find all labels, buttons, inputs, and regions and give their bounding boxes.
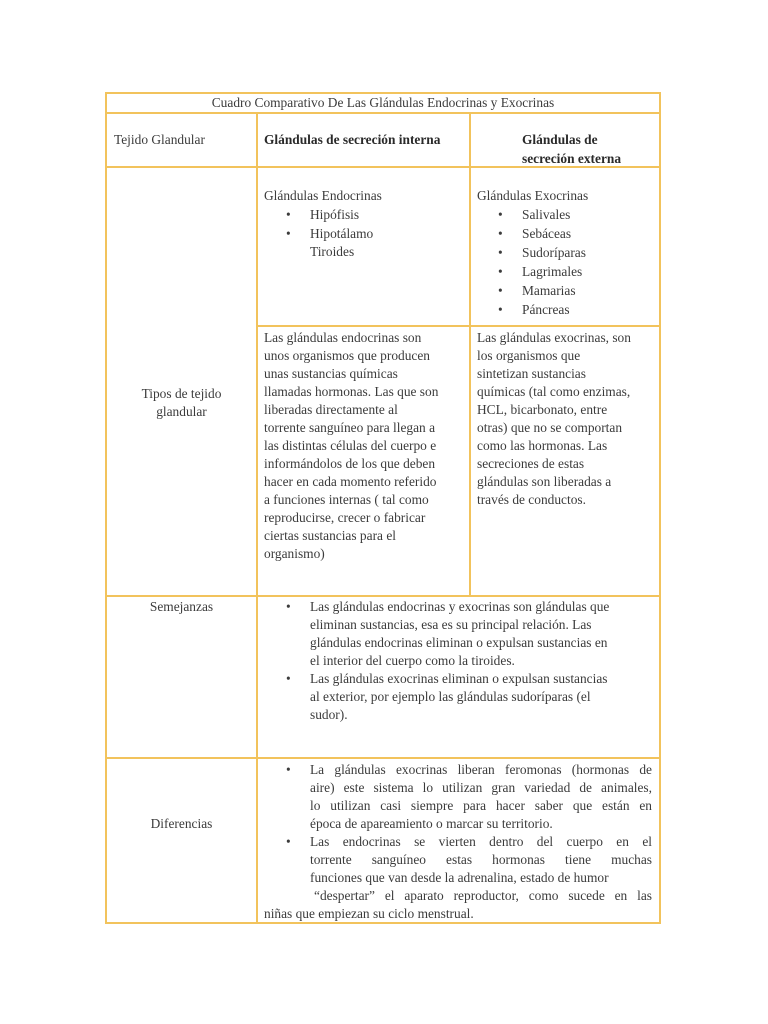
table-title: Cuadro Comparativo De Las Glándulas Endocrinas y Exocrinas bbox=[211, 95, 555, 110]
endocrinas-title: Glándulas Endocrinas bbox=[264, 188, 382, 203]
list-item: • Mamarias bbox=[498, 283, 576, 298]
list-item: • Sudoríparas bbox=[498, 245, 586, 260]
semejanzas-label: Semejanzas bbox=[149, 599, 214, 614]
header-secrecion-externa-line1: Glándulas de bbox=[522, 132, 598, 147]
list-item: • La glándulas exocrinas liberan feromonas (hormonas de aire) este sistema lo utilizan gran variedad de animales, lo utilizan casi siempre para hacer saber que están en época de apareamiento o marcar su territorio. bbox=[286, 762, 652, 831]
header-secrecion-interna: Glándulas de secreción interna bbox=[264, 132, 441, 147]
endocrinas-list-block bbox=[264, 187, 382, 261]
header-tejido-glandular: Tejido Glandular bbox=[114, 132, 205, 147]
list-item: • Páncreas bbox=[498, 302, 570, 317]
list-item: • Sebáceas bbox=[498, 226, 572, 241]
exocrinas-list bbox=[498, 206, 588, 319]
diferencias-bullets bbox=[264, 761, 652, 923]
list-item: • Las endocrinas se vierten dentro del cuerpo en el torrente sanguíneo estas hormonas tiene muchas funciones que van desde la adrenalina, estado de humor bbox=[286, 834, 652, 885]
diferencias-label: Diferencias bbox=[150, 816, 213, 831]
list-item: • Hipófisis bbox=[286, 207, 360, 222]
list-item: • Lagrimales bbox=[498, 264, 583, 279]
exocrinas-description: Las glándulas exocrinas, son los organismos que sintetizan sustancias químicas (tal como enzimas, HCL, bicarbonato, entre otras) que no se comportan como las hormonas. Las secreciones de estas glándulas son liberadas a través de conductos. bbox=[477, 330, 631, 507]
exocrinas-list-block bbox=[477, 187, 588, 319]
exocrinas-title: Glándulas Exocrinas bbox=[477, 188, 589, 203]
list-item: • Hipotálamo bbox=[286, 226, 374, 241]
list-item: • Salivales bbox=[498, 207, 571, 222]
endocrinas-description: Las glándulas endocrinas son unos organismos que producen unas sustancias químicas llamadas hormonas. Las que son liberadas directamente al torrente sanguíneo para llegan a las distintas células del cuerpo e informándolos de los que deben hacer en cada momento referido a funciones internas ( tal como reproducirse, crecer o fabricar ciertas sustancias para el organismo) bbox=[264, 330, 439, 561]
list-item: • Las glándulas endocrinas y exocrinas son glándulas que eliminan sustancias, esa es su principal relación. Las glándulas endocrinas eliminan o expulsan sustancias en el interior del cuerpo como la tiroides. bbox=[286, 599, 610, 668]
endocrinas-list bbox=[286, 206, 382, 261]
diferencias-tail: “despertar” el aparato reproductor, como sucede en las niñas que empiezan su ciclo menstrual. bbox=[264, 888, 652, 921]
list-item-extra: Tiroides bbox=[310, 244, 355, 259]
tipos-label: Tipos de tejido glandular bbox=[141, 386, 222, 419]
list-item: • Las glándulas exocrinas eliminan o expulsan sustancias al exterior, por ejemplo las glándulas sudoríparas (el sudor). bbox=[286, 671, 608, 722]
semejanzas-bullets bbox=[286, 598, 650, 724]
header-secrecion-externa-line2: secreción externa bbox=[522, 151, 622, 166]
